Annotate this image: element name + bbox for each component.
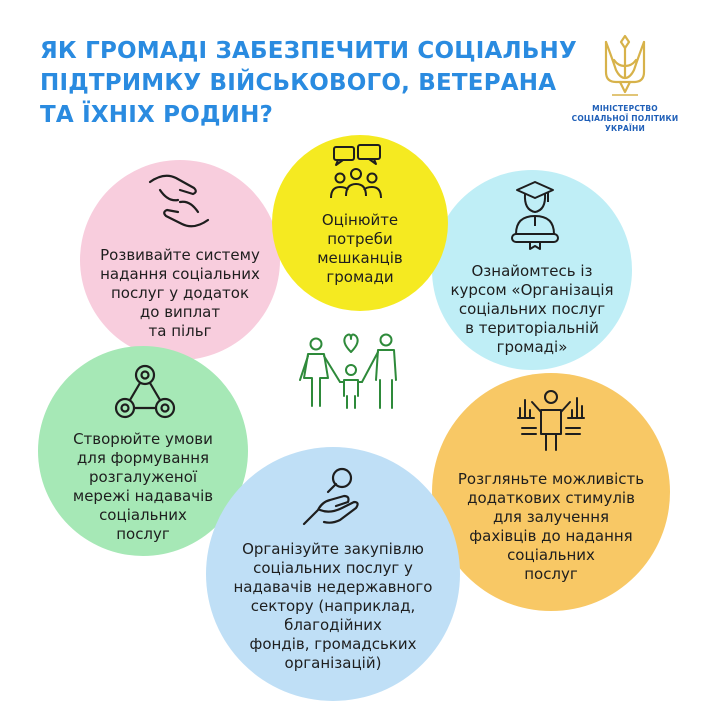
incentives-line: Розгляньте можливість [457,470,645,488]
services-line: послуг у додаток [110,284,250,302]
network-line: для формування [76,449,210,467]
procurement-line: соціальних послуг у [253,559,413,577]
procurement-line: благодійних [284,616,382,634]
procurement-line: організацій) [284,654,382,672]
course-line: курсом «Організація [450,281,614,299]
ministry-logo [560,34,690,134]
procurement-line: фондів, громадських [249,635,417,653]
ministry-line-2: СОЦІАЛЬНОЇ ПОЛІТИКИ [571,114,679,123]
circle-incentives-text [442,470,660,584]
course-line: Ознайомтесь із [471,262,593,280]
graduate-icon [508,180,562,250]
course-line: громаді» [496,338,568,356]
title-line-1: ЯК ГРОМАДІ ЗАБЕЗПЕЧИТИ СОЦІАЛЬНУ [40,38,577,64]
ministry-line-1: МІНІСТЕРСТВО [592,104,658,113]
circle-procurement-text [216,540,450,673]
network-line: соціальних [99,506,187,524]
title-line-2: ПІДТРИМКУ ВІЙСЬКОВОГО, ВЕТЕРАНА [40,70,557,96]
network-line: розгалуженої [88,468,198,486]
community-chat-icon [328,144,384,202]
course-line: соціальних послуг [458,300,606,318]
hand-coin-icon [300,466,362,528]
network-nodes-icon [114,364,176,420]
needs-line: громади [326,268,394,286]
family-heart-icon [296,330,406,412]
services-line: Розвивайте систему [100,246,260,264]
circle-services-text [90,246,270,341]
trident-icon [602,34,648,96]
network-line: послуг [116,525,170,543]
needs-line: мешканців [317,249,403,267]
procurement-line: сектору (наприклад, [250,597,416,615]
ministry-name [560,104,690,134]
incentives-line: послуг [524,565,578,583]
procurement-line: надавачів недержавного [233,578,433,596]
services-line: та пільг [148,322,212,340]
needs-line: потреби [327,230,393,248]
incentives-line: фахівців до надання [469,527,633,545]
incentives-line: для залучення [492,508,610,526]
services-line: до виплат [139,303,221,321]
title-line-3: ТА ЇХНІХ РОДИН? [40,102,274,128]
handshake-icon [146,170,212,232]
needs-line: Оцінюйте [321,211,399,229]
network-line: мережі надавачів [72,487,214,505]
incentives-line: додаткових стимулів [467,489,635,507]
services-line: надання соціальних [100,265,260,283]
circle-needs-text [292,211,428,287]
course-line: в територіальній [465,319,599,337]
incentives-line: соціальних [507,546,595,564]
network-line: Створюйте умови [73,430,213,448]
specialist-chart-icon [516,388,586,452]
circle-network-text [48,430,238,544]
procurement-line: Організуйте закупівлю [242,540,424,558]
ministry-line-3: УКРАЇНИ [605,124,645,133]
page-title [40,35,600,131]
circle-course-text [432,262,632,357]
